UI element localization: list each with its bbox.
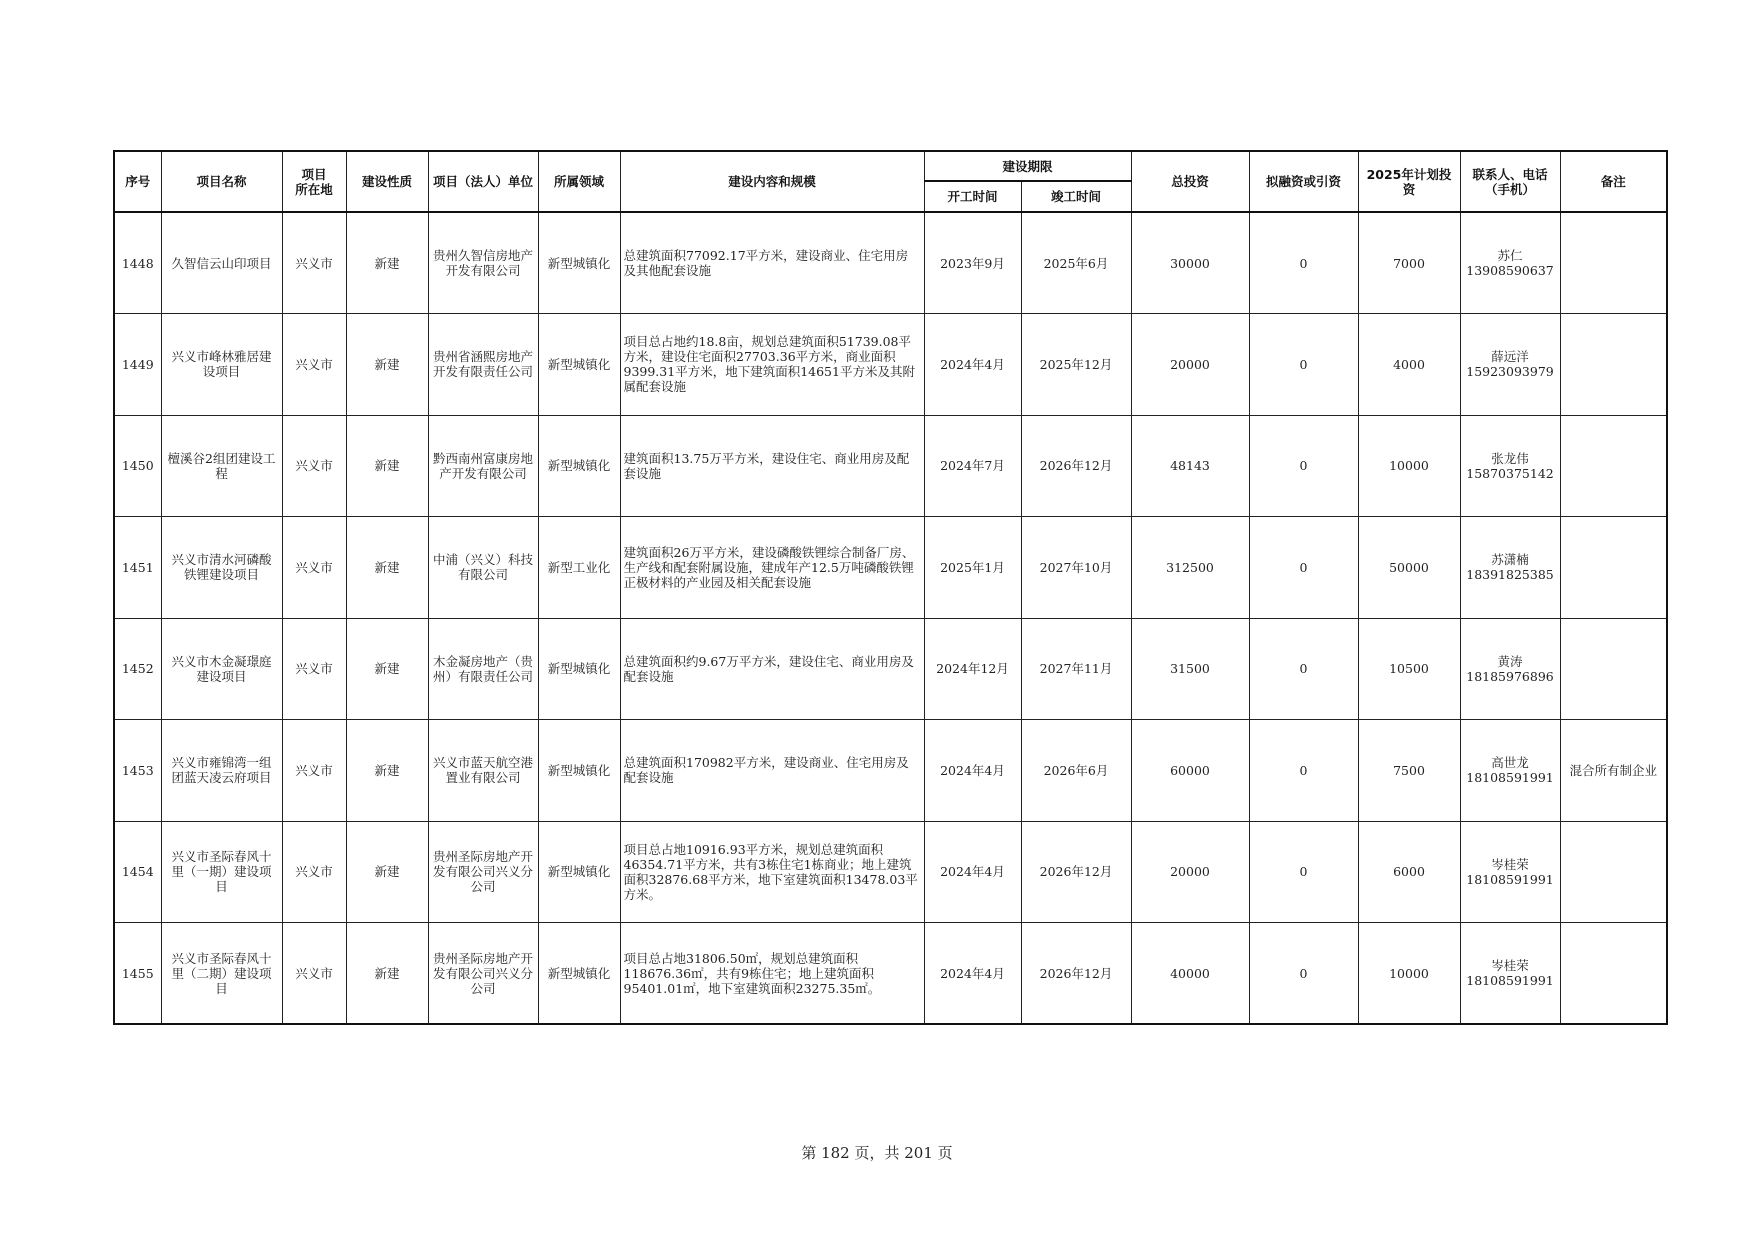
cell-remark xyxy=(1560,212,1667,314)
cell-end: 2026年12月 xyxy=(1021,415,1131,517)
cell-contact xyxy=(1460,821,1560,923)
cell-field: 新型城镇化 xyxy=(538,314,620,416)
cell-end: 2026年12月 xyxy=(1021,821,1131,923)
cell-start: 2024年4月 xyxy=(924,821,1021,923)
cell-remark: 混合所有制企业 xyxy=(1560,720,1667,822)
cell-invest: 48143 xyxy=(1131,415,1249,517)
cell-nature: 新建 xyxy=(346,923,428,1025)
cell-name: 檀溪谷2组团建设工程 xyxy=(161,415,282,517)
contact-phone: 15870375142 xyxy=(1466,465,1554,481)
cell-financing: 0 xyxy=(1249,720,1358,822)
cell-contact xyxy=(1460,720,1560,822)
cell-content: 项目总占地31806.50㎡，规划总建筑面积118676.36㎡，共有9栋住宅；地上建筑面积95401.01㎡，地下室建筑面积23275.35㎡。 xyxy=(620,923,924,1025)
cell-remark xyxy=(1560,821,1667,923)
cell-content: 总建筑面积约9.67万平方米，建设住宅、商业用房及配套设施 xyxy=(620,618,924,720)
cell-start: 2024年7月 xyxy=(924,415,1021,517)
cell-unit: 黔西南州富康房地产开发有限公司 xyxy=(428,415,538,517)
header-content: 建设内容和规模 xyxy=(620,151,924,212)
cell-content: 建筑面积13.75万平方米，建设住宅、商业用房及配套设施 xyxy=(620,415,924,517)
cell-end: 2027年10月 xyxy=(1021,517,1131,619)
cell-location: 兴义市 xyxy=(282,212,346,314)
table-body xyxy=(114,212,1667,1024)
contact-name: 张龙伟 xyxy=(1491,450,1529,466)
cell-financing: 0 xyxy=(1249,618,1358,720)
table-row xyxy=(114,415,1667,517)
cell-seq: 1454 xyxy=(114,821,161,923)
header-name: 项目名称 xyxy=(161,151,282,212)
table-row xyxy=(114,923,1667,1025)
cell-name: 兴义市木金凝璟庭建设项目 xyxy=(161,618,282,720)
project-table xyxy=(113,150,1668,1025)
contact-phone: 15923093979 xyxy=(1466,364,1554,380)
cell-content: 项目总占地约18.8亩，规划总建筑面积51739.08平方米，建设住宅面积27703.36平方米，商业面积9399.31平方米，地下建筑面积14651平方米及其附属配套设施 xyxy=(620,314,924,416)
cell-end: 2027年11月 xyxy=(1021,618,1131,720)
cell-field: 新型城镇化 xyxy=(538,720,620,822)
cell-end: 2026年12月 xyxy=(1021,923,1131,1025)
cell-seq: 1452 xyxy=(114,618,161,720)
cell-invest: 20000 xyxy=(1131,821,1249,923)
cell-nature: 新建 xyxy=(346,821,428,923)
cell-financing: 0 xyxy=(1249,517,1358,619)
cell-location: 兴义市 xyxy=(282,821,346,923)
cell-name: 兴义市清水河磷酸铁锂建设项目 xyxy=(161,517,282,619)
cell-contact xyxy=(1460,212,1560,314)
header-seq: 序号 xyxy=(114,151,161,212)
cell-name: 兴义市峰林雅居建设项目 xyxy=(161,314,282,416)
cell-financing: 0 xyxy=(1249,923,1358,1025)
contact-name: 岑桂荣 xyxy=(1491,958,1529,973)
cell-end: 2025年6月 xyxy=(1021,212,1131,314)
header-location: 项目 所在地 xyxy=(282,151,346,212)
table-row xyxy=(114,821,1667,923)
cell-seq: 1453 xyxy=(114,720,161,822)
cell-seq: 1451 xyxy=(114,517,161,619)
cell-invest: 40000 xyxy=(1131,923,1249,1025)
cell-remark xyxy=(1560,923,1667,1025)
table-row xyxy=(114,314,1667,416)
header-unit: 项目（法人）单位 xyxy=(428,151,538,212)
cell-financing: 0 xyxy=(1249,821,1358,923)
table-row xyxy=(114,618,1667,720)
contact-name: 黄涛 xyxy=(1497,653,1523,669)
cell-location: 兴义市 xyxy=(282,415,346,517)
contact-phone: 18391825385 xyxy=(1466,567,1554,583)
contact-phone: 18108591991 xyxy=(1466,973,1554,988)
cell-field: 新型工业化 xyxy=(538,517,620,619)
cell-plan2025: 6000 xyxy=(1358,821,1460,923)
cell-financing: 0 xyxy=(1249,415,1358,517)
cell-location: 兴义市 xyxy=(282,618,346,720)
cell-unit: 木金凝房地产（贵州）有限责任公司 xyxy=(428,618,538,720)
cell-start: 2023年9月 xyxy=(924,212,1021,314)
cell-invest: 312500 xyxy=(1131,517,1249,619)
cell-unit: 贵州久智信房地产开发有限公司 xyxy=(428,212,538,314)
cell-invest: 20000 xyxy=(1131,314,1249,416)
cell-contact xyxy=(1460,314,1560,416)
cell-location: 兴义市 xyxy=(282,517,346,619)
cell-plan2025: 10500 xyxy=(1358,618,1460,720)
cell-start: 2024年4月 xyxy=(924,923,1021,1025)
header-financing: 拟融资或引资 xyxy=(1249,151,1358,212)
cell-name: 兴义市圣际春风十里（一期）建设项目 xyxy=(161,821,282,923)
header-invest: 总投资 xyxy=(1131,151,1249,212)
contact-name: 岑桂荣 xyxy=(1491,856,1529,872)
cell-plan2025: 10000 xyxy=(1358,923,1460,1025)
cell-financing: 0 xyxy=(1249,314,1358,416)
contact-name: 高世龙 xyxy=(1491,755,1529,771)
cell-nature: 新建 xyxy=(346,720,428,822)
cell-remark xyxy=(1560,517,1667,619)
cell-field: 新型城镇化 xyxy=(538,821,620,923)
cell-unit: 中浦（兴义）科技有限公司 xyxy=(428,517,538,619)
cell-invest: 30000 xyxy=(1131,212,1249,314)
cell-plan2025: 10000 xyxy=(1358,415,1460,517)
cell-contact xyxy=(1460,618,1560,720)
cell-contact xyxy=(1460,923,1560,1025)
cell-unit: 贵州省涵熙房地产开发有限责任公司 xyxy=(428,314,538,416)
contact-phone: 18108591991 xyxy=(1466,871,1554,887)
cell-field: 新型城镇化 xyxy=(538,212,620,314)
table-row xyxy=(114,720,1667,822)
header-end: 竣工时间 xyxy=(1021,181,1131,212)
cell-unit: 兴义市蓝天航空港置业有限公司 xyxy=(428,720,538,822)
cell-unit: 贵州圣际房地产开发有限公司兴义分公司 xyxy=(428,923,538,1025)
cell-content: 总建筑面积170982平方米，建设商业、住宅用房及配套设施 xyxy=(620,720,924,822)
cell-field: 新型城镇化 xyxy=(538,618,620,720)
cell-plan2025: 7000 xyxy=(1358,212,1460,314)
cell-nature: 新建 xyxy=(346,618,428,720)
header-field: 所属领域 xyxy=(538,151,620,212)
cell-unit: 贵州圣际房地产开发有限公司兴义分公司 xyxy=(428,821,538,923)
cell-remark xyxy=(1560,415,1667,517)
header-contact: 联系人、电话（手机） xyxy=(1460,151,1560,212)
cell-invest: 31500 xyxy=(1131,618,1249,720)
cell-nature: 新建 xyxy=(346,415,428,517)
cell-nature: 新建 xyxy=(346,517,428,619)
header-period: 建设期限 xyxy=(924,151,1131,181)
contact-phone: 18108591991 xyxy=(1466,770,1554,786)
cell-name: 兴义市圣际春风十里（二期）建设项目 xyxy=(161,923,282,1025)
cell-end: 2025年12月 xyxy=(1021,314,1131,416)
cell-seq: 1450 xyxy=(114,415,161,517)
cell-start: 2024年4月 xyxy=(924,314,1021,416)
cell-invest: 60000 xyxy=(1131,720,1249,822)
contact-name: 苏潇楠 xyxy=(1491,552,1529,568)
cell-field: 新型城镇化 xyxy=(538,415,620,517)
cell-seq: 1448 xyxy=(114,212,161,314)
header-remark: 备注 xyxy=(1560,151,1667,212)
cell-start: 2025年1月 xyxy=(924,517,1021,619)
header-plan2025: 2025年计划投资 xyxy=(1358,151,1460,212)
contact-name: 苏仁 xyxy=(1497,248,1523,263)
cell-field: 新型城镇化 xyxy=(538,923,620,1025)
cell-remark xyxy=(1560,314,1667,416)
cell-seq: 1455 xyxy=(114,923,161,1025)
cell-nature: 新建 xyxy=(346,212,428,314)
cell-name: 兴义市雍锦湾一组团蓝天凌云府项目 xyxy=(161,720,282,822)
cell-location: 兴义市 xyxy=(282,923,346,1025)
cell-start: 2024年12月 xyxy=(924,618,1021,720)
header-start: 开工时间 xyxy=(924,181,1021,212)
cell-content: 建筑面积26万平方米，建设磷酸铁锂综合制备厂房、生产线和配套附属设施，建成年产12.5万吨磷酸铁锂正极材料的产业园及相关配套设施 xyxy=(620,517,924,619)
cell-content: 总建筑面积77092.17平方米，建设商业、住宅用房及其他配套设施 xyxy=(620,212,924,314)
cell-location: 兴义市 xyxy=(282,314,346,416)
contact-name: 薛远洋 xyxy=(1491,349,1529,365)
table-row xyxy=(114,517,1667,619)
table-row xyxy=(114,212,1667,314)
header-nature: 建设性质 xyxy=(346,151,428,212)
cell-name: 久智信云山印项目 xyxy=(161,212,282,314)
cell-plan2025: 50000 xyxy=(1358,517,1460,619)
cell-seq: 1449 xyxy=(114,314,161,416)
cell-financing: 0 xyxy=(1249,212,1358,314)
contact-phone: 13908590637 xyxy=(1466,263,1554,278)
cell-contact xyxy=(1460,415,1560,517)
cell-plan2025: 7500 xyxy=(1358,720,1460,822)
cell-content: 项目总占地10916.93平方米，规划总建筑面积46354.71平方米，共有3栋住宅1栋商业；地上建筑面积32876.68平方米，地下室建筑面积13478.03平方米。 xyxy=(620,821,924,923)
cell-end: 2026年6月 xyxy=(1021,720,1131,822)
contact-phone: 18185976896 xyxy=(1466,668,1554,684)
cell-contact xyxy=(1460,517,1560,619)
cell-plan2025: 4000 xyxy=(1358,314,1460,416)
cell-remark xyxy=(1560,618,1667,720)
cell-location: 兴义市 xyxy=(282,720,346,822)
page-number: 第 182 页，共 201 页 xyxy=(801,1144,953,1162)
cell-nature: 新建 xyxy=(346,314,428,416)
cell-start: 2024年4月 xyxy=(924,720,1021,822)
